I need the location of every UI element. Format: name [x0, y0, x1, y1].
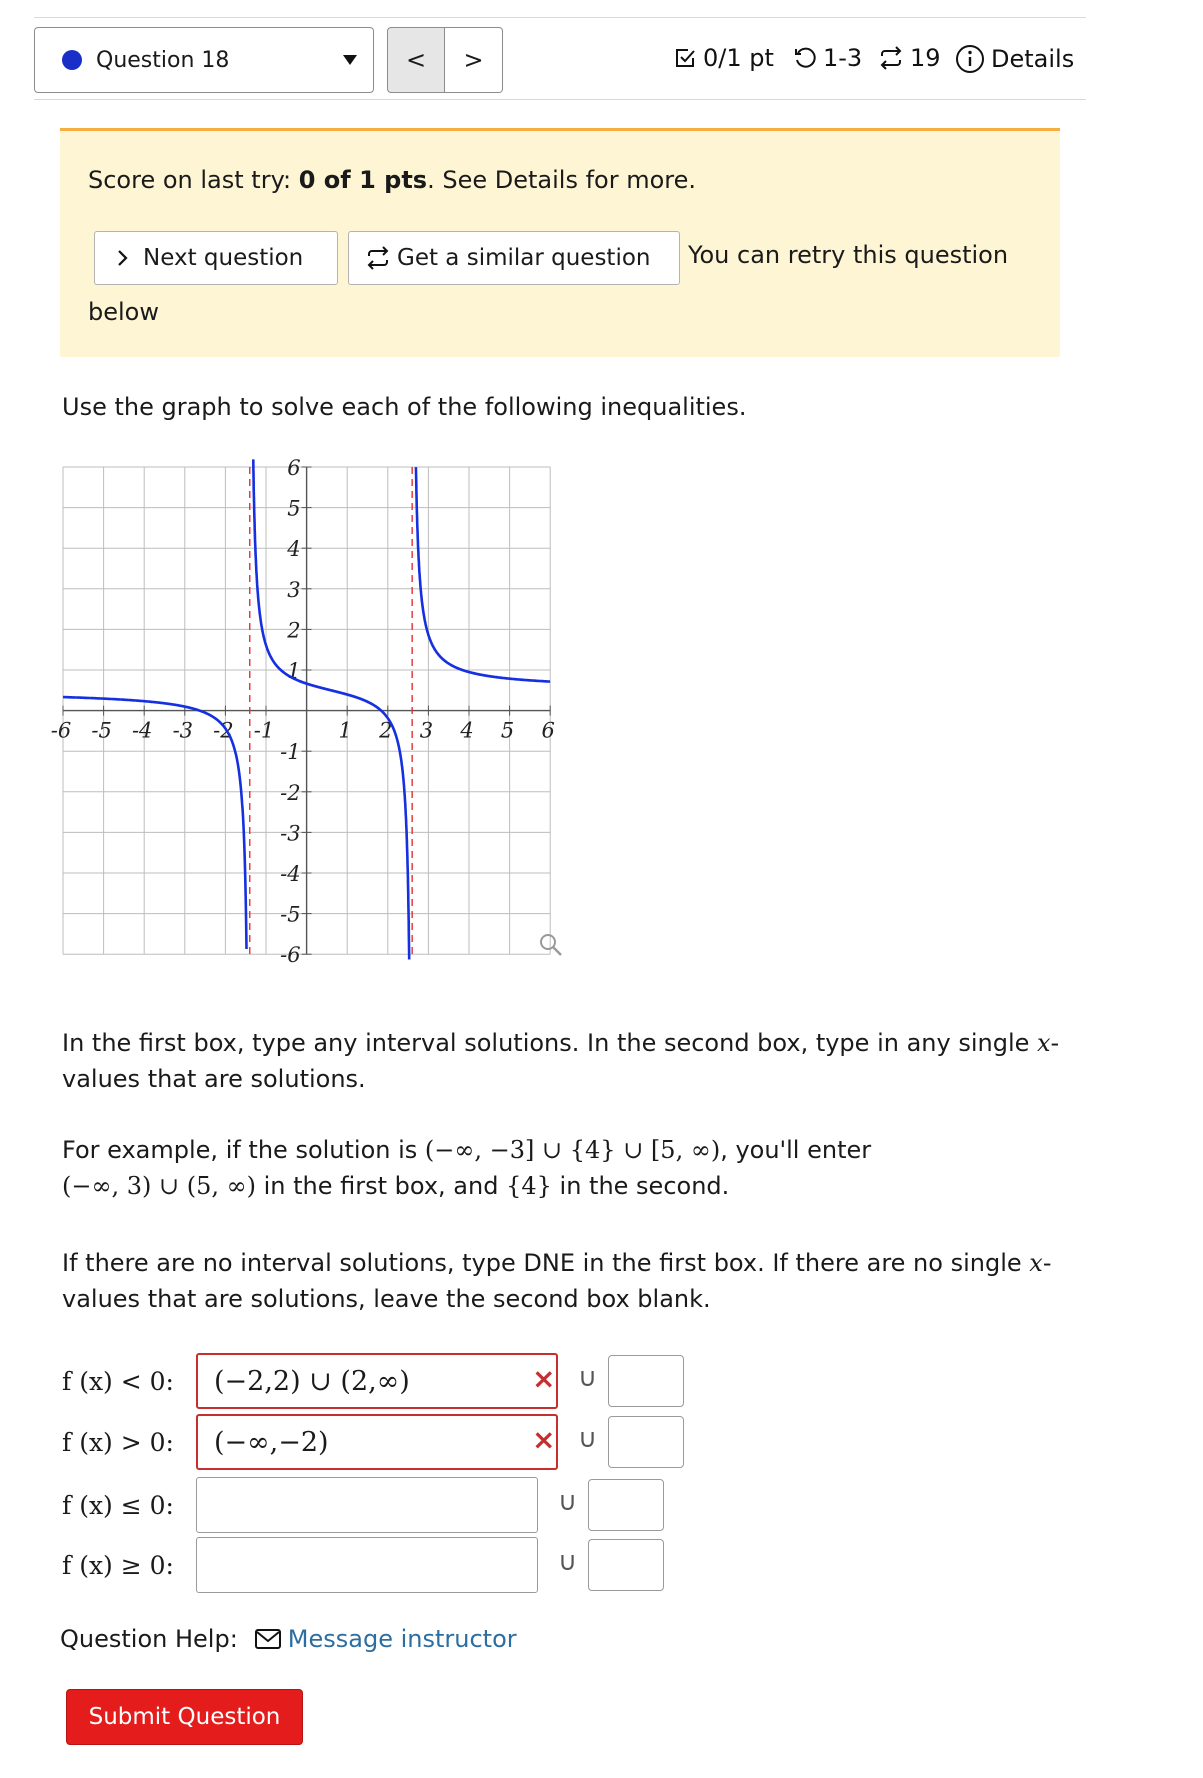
question-select[interactable]: [34, 27, 374, 93]
single-value-input-less-than[interactable]: [608, 1355, 684, 1407]
incorrect-icon: ×: [532, 1423, 556, 1456]
y-tick-label: -4: [280, 862, 301, 886]
prev-question-button[interactable]: <: [387, 27, 445, 93]
x-tick-label: 5: [500, 718, 515, 743]
answer-row-greater-than: [62, 1414, 196, 1470]
x-tick-label: 6: [541, 718, 555, 743]
info-icon: [955, 44, 985, 74]
y-tick-label: -3: [280, 821, 301, 846]
x-tick-label: -1: [253, 718, 275, 743]
y-tick-label: -5: [280, 902, 301, 927]
x-tick-label: 4: [460, 718, 474, 743]
attempts-status: [793, 44, 862, 72]
answer-row-less-than: [62, 1353, 196, 1409]
instructions-text: in the first box, and: [255, 1172, 507, 1200]
next-question-button[interactable]: >: [445, 27, 503, 93]
math-expression: (−∞, 3) ∪ (5, ∞): [62, 1172, 256, 1200]
top-divider: [34, 17, 1086, 18]
score-prefix: Score on last try:: [88, 166, 299, 194]
inequality-label: f (x) > 0:: [62, 1427, 174, 1457]
y-tick-label: 2: [287, 618, 301, 643]
y-tick-label: 1: [287, 659, 301, 683]
checkbox-icon: [673, 46, 697, 70]
x-tick-label: 2: [379, 718, 393, 743]
header-divider: [34, 99, 1086, 100]
union-symbol: ∪: [558, 1547, 578, 1577]
instructions-text: For example, if the solution is: [62, 1136, 425, 1164]
instructions-text: -values that are solutions.: [62, 1029, 1060, 1093]
y-tick-label: -1: [280, 740, 301, 765]
inequality-label: f (x) < 0:: [62, 1366, 174, 1396]
status-dot-icon: [62, 50, 82, 70]
function-graph: [50, 455, 595, 995]
math-expression: {4}: [506, 1172, 552, 1200]
x-tick-label: -6: [50, 718, 72, 743]
x-tick-label: 3: [419, 718, 434, 743]
submit-question-button[interactable]: Submit Question: [66, 1689, 303, 1745]
instructions-paragraph-3: [62, 1245, 1062, 1317]
attempts-text: 1-3: [823, 44, 863, 72]
retry-icon: [793, 46, 817, 70]
y-tick-label: -6: [280, 943, 301, 968]
y-tick-label: -2: [280, 780, 301, 805]
similar-question-button[interactable]: [348, 231, 680, 285]
mail-icon: [254, 1628, 282, 1650]
interval-input-less-than[interactable]: (−2,2) ∪ (2,∞): [196, 1353, 558, 1409]
score-message: [88, 166, 696, 194]
instructions-text: , you'll enter: [720, 1136, 872, 1164]
y-tick-label: 3: [287, 577, 301, 602]
question-help-label: Question Help:: [60, 1625, 238, 1653]
x-tick-label: -3: [172, 718, 194, 743]
chevron-right-icon: [111, 247, 133, 269]
union-symbol: ∪: [578, 1363, 598, 1393]
interval-input-greater-than[interactable]: (−∞,−2): [196, 1414, 558, 1470]
math-variable: x: [1029, 1249, 1043, 1277]
inequality-label: f (x) ≥ 0:: [62, 1550, 174, 1580]
union-symbol: ∪: [558, 1487, 578, 1517]
details-button[interactable]: [955, 44, 1074, 74]
interval-input-less-equal[interactable]: [196, 1477, 538, 1533]
retry-text-continued: below: [88, 298, 159, 326]
y-tick-label: 5: [287, 496, 301, 521]
versions-text: 19: [910, 44, 941, 72]
score-status: [673, 44, 774, 72]
x-tick-label: -4: [131, 718, 153, 743]
x-tick-label: -2: [213, 718, 234, 743]
score-suffix: . See Details for more.: [427, 166, 697, 194]
curve-middle-branch: [253, 459, 409, 959]
single-value-input-greater-than[interactable]: [608, 1416, 684, 1468]
swap-icon: [878, 46, 904, 70]
single-value-input-less-equal[interactable]: [588, 1479, 664, 1531]
next-question-label: Next question: [143, 245, 304, 271]
caret-down-icon: [343, 55, 357, 65]
details-label: Details: [991, 45, 1075, 73]
single-value-input-greater-equal[interactable]: [588, 1539, 664, 1591]
message-instructor-link[interactable]: Message instructor: [287, 1625, 517, 1653]
instructions-paragraph-2: [62, 1132, 1062, 1204]
similar-question-label: Get a similar question: [397, 245, 651, 271]
retry-text: You can retry this question: [688, 241, 1009, 269]
question-help: [60, 1625, 517, 1653]
instructions-text: If there are no interval solutions, type DNE in the first box. If there are no single: [62, 1249, 1030, 1277]
instructions-text: In the first box, type any interval solutions. In the second box, type in any single: [62, 1029, 1037, 1057]
math-expression: (−∞, −3] ∪ {4} ∪ [5, ∞): [424, 1136, 721, 1164]
instructions-text: in the second.: [551, 1172, 730, 1200]
union-symbol: ∪: [578, 1424, 598, 1454]
question-select-label: Question 18: [96, 47, 230, 73]
score-banner: [60, 128, 1060, 357]
inequality-label: f (x) ≤ 0:: [62, 1490, 174, 1520]
magnifier-icon[interactable]: [541, 935, 561, 955]
x-tick-label: 1: [338, 718, 352, 743]
instructions-paragraph-1: [62, 1025, 1062, 1097]
math-variable: x: [1037, 1029, 1051, 1057]
answer-row-greater-equal: [62, 1537, 196, 1593]
interval-input-greater-equal[interactable]: [196, 1537, 538, 1593]
x-tick-label: -5: [91, 718, 112, 743]
curve-right-branch: [416, 467, 550, 681]
next-question-banner-button[interactable]: [94, 231, 338, 285]
question-prompt: Use the graph to solve each of the following inequalities.: [62, 393, 747, 421]
incorrect-icon: ×: [532, 1362, 556, 1395]
versions-status: [878, 44, 941, 72]
y-tick-label: 6: [287, 456, 301, 480]
swap-icon: [365, 246, 391, 270]
y-tick-label: 4: [287, 537, 301, 562]
answer-row-less-equal: [62, 1477, 196, 1533]
score-text: 0/1 pt: [703, 44, 774, 72]
instructions-text: -values that are solutions, leave the second box blank.: [62, 1249, 1052, 1313]
score-value: 0 of 1 pts: [298, 166, 428, 194]
